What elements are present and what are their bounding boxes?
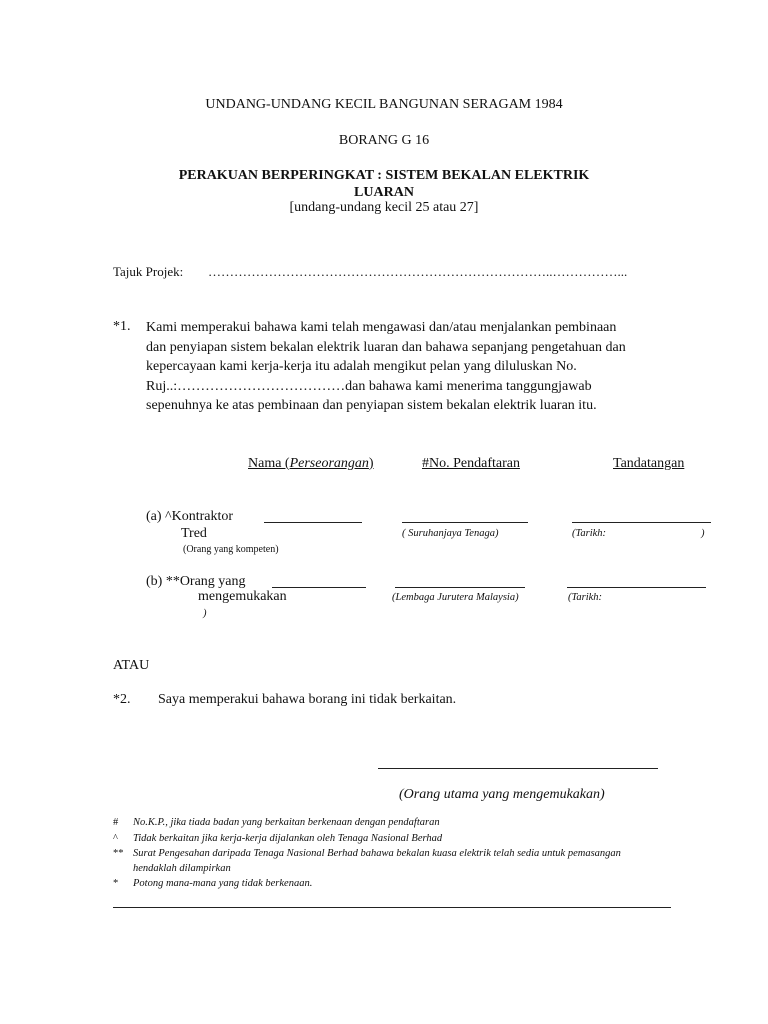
clause-1-marker: *1. bbox=[113, 319, 131, 334]
clause-1-line: kepercayaan kami kerja-kerja itu adalah mengikut pelan yang diluluskan No. bbox=[146, 359, 577, 374]
footnote-item bbox=[113, 848, 621, 859]
clause-1-line: Ruj..:………………………………dan bahawa kami menerima tanggungjawab bbox=[146, 378, 592, 394]
row-b-label-mengemukakan: mengemukakan bbox=[198, 589, 287, 604]
footnote-mark: * bbox=[113, 878, 119, 889]
row-a-label: (a) ^Kontraktor bbox=[146, 509, 234, 524]
row-b-date-note: (Tarikh: bbox=[568, 592, 603, 603]
row-a-signature-line[interactable] bbox=[572, 522, 711, 523]
clause-1-line: sepenuhnya ke atas pembinaan dan penyiapan sistem bekalan elektrik luaran itu. bbox=[146, 398, 597, 413]
project-title-label: Tajuk Projek: bbox=[113, 264, 184, 279]
clause-1-text bbox=[146, 318, 706, 416]
law-reference: [undang-undang kecil 25 atau 27] bbox=[289, 200, 479, 215]
column-signature-heading: Tandatangan bbox=[613, 456, 685, 471]
column-name-prefix: Nama ( bbox=[248, 456, 290, 471]
project-title-field[interactable]: ……………………………………………………………………..……………... bbox=[208, 264, 628, 279]
column-name-italic: Perseorangan bbox=[289, 456, 369, 471]
form-number: BORANG G 16 bbox=[338, 133, 430, 148]
footnote-mark: # bbox=[113, 817, 119, 828]
footnote-mark: ** bbox=[113, 848, 124, 859]
row-b-signature-line[interactable] bbox=[567, 587, 706, 588]
footnote-item bbox=[113, 878, 312, 889]
row-a-date-close: ) bbox=[701, 528, 705, 539]
footnote-text: hendaklah dilampirkan bbox=[133, 863, 231, 874]
footnote-item bbox=[113, 833, 442, 844]
row-a-name-line[interactable] bbox=[264, 522, 362, 523]
column-name-heading bbox=[248, 456, 374, 472]
footnote-item bbox=[113, 863, 231, 874]
row-b-date-close: ) bbox=[203, 608, 207, 619]
law-title: UNDANG-UNDANG KECIL BANGUNAN SERAGAM 1984 bbox=[205, 97, 563, 112]
row-a-competent-note: (Orang yang kompeten) bbox=[183, 544, 279, 555]
row-b-label: (b) **Orang yang bbox=[146, 574, 246, 589]
row-a-label-tred: Tred bbox=[181, 526, 207, 541]
column-name-suffix: ) bbox=[368, 456, 374, 471]
clause-1-line: dan penyiapan sistem bekalan elektrik luaran dan bahawa sepanjang pengetahuan dan bbox=[146, 339, 626, 355]
footnote-text: Potong mana-mana yang tidak berkenaan. bbox=[133, 878, 313, 889]
footnote-mark: ^ bbox=[113, 833, 118, 844]
row-a-registration-note: ( Suruhanjaya Tenaga) bbox=[402, 528, 499, 539]
footnote-text: No.K.P., jika tiada badan yang berkaitan berkenaan dengan pendaftaran bbox=[133, 817, 440, 828]
footnote-item bbox=[113, 817, 440, 828]
clause-2-text: Saya memperakui bahawa borang ini tidak berkaitan. bbox=[158, 692, 457, 707]
row-a-date-note: (Tarikh: bbox=[572, 528, 607, 539]
row-a-registration-line[interactable] bbox=[402, 522, 528, 523]
atau-label: ATAU bbox=[113, 658, 150, 673]
clause-1-line: Kami memperakui bahawa kami telah mengawasi dan/atau menjalankan pembinaan bbox=[146, 320, 617, 335]
clause-2-marker: *2. bbox=[113, 692, 131, 707]
row-b-registration-line[interactable] bbox=[395, 587, 525, 588]
principal-caption: (Orang utama yang mengemukakan) bbox=[399, 787, 605, 802]
principal-signature-line[interactable] bbox=[378, 768, 658, 769]
footnote-text: Tidak berkaitan jika kerja-kerja dijalankan oleh Tenaga Nasional Berhad bbox=[133, 833, 443, 844]
row-b-name-line[interactable] bbox=[272, 587, 366, 588]
certificate-title-line1: PERAKUAN BERPERINGKAT : SISTEM BEKALAN ELEKTRIK bbox=[178, 168, 590, 183]
bottom-divider bbox=[113, 907, 671, 908]
footnote-text: Surat Pengesahan daripada Tenaga Nasional Berhad bahawa bekalan kuasa elektrik telah sedia untuk pemasangan bbox=[133, 848, 621, 859]
row-b-registration-note: (Lembaga Jurutera Malaysia) bbox=[392, 592, 519, 603]
certificate-title-line2: LUARAN bbox=[354, 185, 414, 200]
column-registration-heading: #No. Pendaftaran bbox=[422, 456, 520, 471]
